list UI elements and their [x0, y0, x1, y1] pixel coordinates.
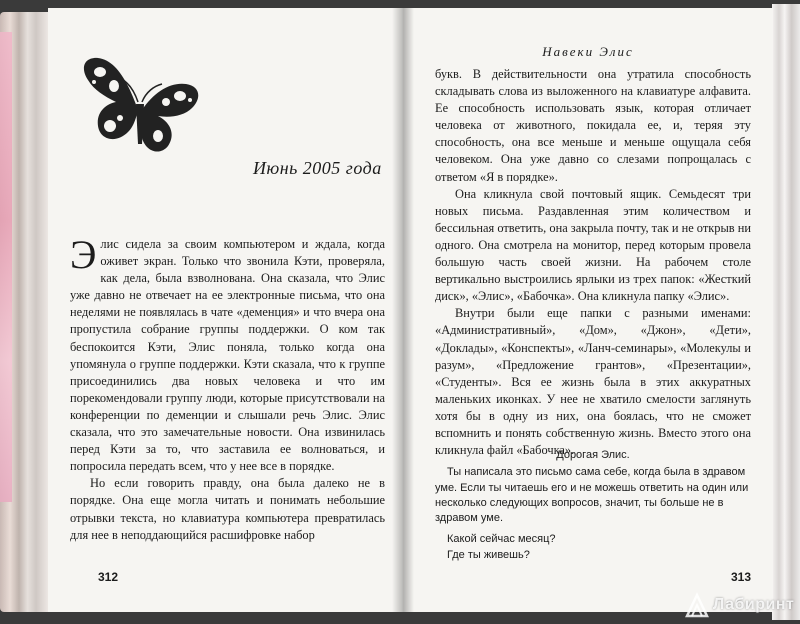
letter-salutation: Дорогая Элис. — [556, 449, 630, 461]
right-page-body — [435, 66, 751, 459]
paragraph-continued: букв. В действительности она утратила способность складывать слова из выложенного на клавиатуре алфавита. Ее способность использовать язык, которая отличает человека от животного, покидала ее, и, теряя эту способность, она все меньше и меньше ощущала себя человеком. Она уже давно со слезами попрощалась с ответом «Я в порядке». — [435, 67, 751, 184]
paragraph-folders: Внутри были еще папки с разными именами: «Административный», «Дом», «Джон», «Дети», «Доклады», «Конспекты», «Ланч-семинары», «Молекулы и разум», «Предложение грантов», «Презентации», «Студенты». Вся ее жизнь была в этих аккуратных маленьких иконках. У нее не хватило смелости заглянуть хотя бы в одну из них, она боялась, что не сможет вспомнить и понять собственную жизнь. Вместо этого она кликнула файл «Бабочка». — [435, 306, 751, 458]
paragraph-1 — [70, 232, 385, 475]
paragraph-mailbox: Она кликнула свой почтовый ящик. Семьдесят три новых письма. Раздавленная этим количеством и бессильная ответить, она закрыла почту, так и не открыв ни одного. Она смотрела на монитор, перед которым провела большую часть своей жизни. На рабочем столе вертикально выстроились ярлыки из трех папок: «Жесткий диск», «Элис», «Бабочка». Она кликнула папку «Элис». — [435, 186, 751, 304]
watermark — [684, 590, 796, 620]
letter-block — [435, 448, 751, 563]
right-page — [403, 8, 773, 612]
butterfly-icon — [76, 52, 206, 162]
paragraph-2: Но если говорить правду, она была далеко не в порядке. Она еще могла читать и понимать небольшие отрывки текста, но клавиатура компьютера превратилась для нее в неподдающийся расшифровке набор — [70, 476, 385, 542]
watermark-text: Лабиринт — [713, 596, 795, 613]
chapter-title: Июнь 2005 года — [253, 158, 382, 178]
letter-question-2: Где ты живешь? — [447, 548, 530, 561]
page-number-left: 312 — [98, 570, 119, 584]
labyrinth-logo — [684, 592, 710, 618]
paragraph-1-text: лис сидела за своим компьютером и ждала, когда оживет экран. Только что звонила Кэти, проверяла, как дела, была взволнована. Она сказала, что Элис уже давно не отвечает на ее электронные письма, что она неделями не появлялась в чате «деменция» и что вчера она пропустила собрание группы поддержки. О ком так беспокоится Кэти, Элис поняла, только когда она упомянула о группе поддержки. Кэти сказала, что к группе присоединились два новых человека и что им порекомендовали группу люди, которые присутствовали на конференции по деменции и слышали речь Элис. Элис сказала, что это замечательные новости. Она извинилась перед Кэти за то, что заставила ее волноваться, и попросила передать всем, что у нее все в порядке. — [70, 237, 385, 474]
left-page — [48, 8, 403, 612]
right-page-edges — [772, 4, 800, 620]
running-head: Навеки Элис — [542, 44, 634, 59]
page-number-right: 313 — [730, 570, 751, 584]
left-page-body — [70, 232, 385, 544]
book-gutter — [392, 8, 414, 612]
letter-body: Ты написала это письмо сама себе, когда была в здравом уме. Если ты читаешь его и не можешь ответить на один или несколько следующих вопросов, значит, ты больше не в здравом уме. — [435, 466, 749, 525]
left-page-edges — [0, 12, 50, 612]
letter-question-1: Какой сейчас месяц? — [447, 533, 556, 546]
drop-cap: Э — [70, 232, 97, 277]
